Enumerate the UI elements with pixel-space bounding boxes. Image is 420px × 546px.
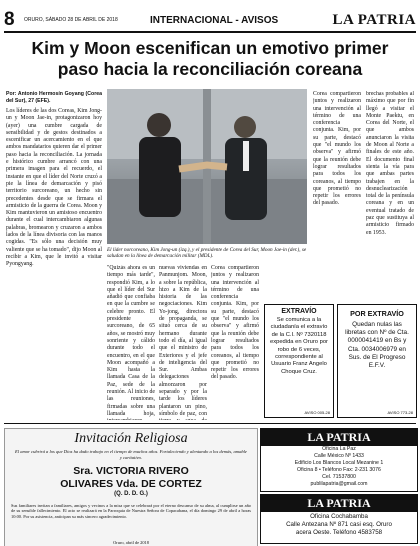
lost-passbook-notice [337,304,417,418]
headline-line-2: paso hacia la reconciliación coreana [57,59,363,79]
notice-ref: AVISO 773-28 [387,410,413,415]
ad-line: Calle Antezana Nº 871 casi esq. Oruro [286,521,392,528]
ad-line: Cel. 71537800 [322,474,356,480]
ad-line: Edificio Los Blancos Local Mezanine 1 [294,460,384,466]
article-column-6 [366,91,414,299]
invitation-name-2: OLIVARES Vda. DE CORTEZ [60,478,202,490]
column-text: Los líderes de las dos Coreas, Kim Jong-un y Moon Jae-in, protagonizaron hoy (ayer) una cumbre cargada de sensibilidad y de gestos destinados a escenificar un acercamiento en el que ambos mandatarios quieren dar el primer paso hacia la reconciliación. La jornada e histórico cumbre arrancó con una primera imagen para el recuerdo, el instante en que el líder del Norte cruzó a pie la línea de demarcación y pisó territorio surcoreano, un hecho sin precedentes desde que se firmara el armisticio de la guerra de Corea. Moon y Kim mantuvieron un amistoso encuentro durante el cual intercambiaron algunas palabras, bromearon y cruzaron a ambos lados de la línea divisoria con las manos cogidas. "Es sólo una decisión muy valiente que se ha tomado", dijo Moon al recibir a Kim, que le invitó a visitar Pyongyang. [6,108,102,268]
religious-invitation [4,428,258,546]
masthead-logo: LA PATRIA [332,11,416,28]
notice-ref: AVISO 005-28 [304,410,330,415]
ad-line: Calle México Nº 1433 [314,453,364,459]
column-text: brechas probables al máximo que por fin llegó a visitar el Monte Paektu, en Corea del Norte, el que ambos anunciaron la visita de Moon al Norte a finales de este año. El documento final sienta la vía para que ambas partes trabajen en la desnuclearización total de la península coreana y en un eventual tratado de paz que sustituya al armisticio firmado en 1953. [366,91,414,236]
lost-id-notice [264,304,334,418]
office-ad-la-paz [260,428,418,492]
column-text: Corea compartieron juntos y realizaron una intervención al término de una conferencia conjunta. Kim, por su parte, destacó que "el mundo los observa" y afirmó que la reunión debe lograr resultados para todos los coreanos, al tiempo que prometió no repetir los errores del pasado. [313,91,361,207]
notice-body: Se comunica a la ciudadanía el extravío de la C.I. Nº 7320118 expedida en Oruro por robo de 6 veces, correspondiente al Usuario Franz Angelo Choque Cruz. [269,317,328,375]
article-column-5 [313,91,361,299]
article-column-3 [159,265,207,420]
invitation-verse: El amor cubrirá a los que Dios ha dado trabajo en el tiempo de muchos años. Fortaleciendo y alentando a los demás, amable y caritativo. [15,449,247,460]
notice-title: POR EXTRAVÍO [350,309,404,318]
invitation-body: Sus familiares invitan a familiares, amigos y vecinos a la misa que se celebrará por el eterno descanso de su alma, al cumplirse un año de su sensible fallecimiento. El acto se realizará en la Parroquia de Nuestra Señora de Copacabana, el día domingo 29 de abril a horas 10:00. Por su asistencia, anticipan su más sincero agradecimiento. [11,503,251,519]
ads-divider [4,423,416,424]
notice-body: Quedan nulas las libretas con Nº de Cta. 0000041419 en Bs y Cta. 0034006979 en Sus. de El Progreso E.F.V. [345,321,409,370]
page-header [4,10,416,30]
column-text: Corea compartieron juntos y realizaron una intervención al término de una conferencia conjunta. Kim, por su parte, destacó que "el mundo los observa" y afirmó que la reunión debe lograr resultados para todos los coreanos, al tiempo que prometió no repetir los errores del pasado. [211,265,259,381]
header-divider [4,31,416,33]
dateline: ORURO, SÁBADO 28 DE ABRIL DE 2018 [24,17,118,23]
ad-logo: LA PATRIA [261,429,417,446]
article-column-1 [6,91,102,419]
headline-line-1: Kim y Moon escenifican un emotivo primer [31,38,389,58]
page-number: 8 [4,9,15,30]
invitation-initials: (Q. D. D. G.) [114,491,148,497]
byline: Por: Antonio Hermosín Goyang (Corea del Sur), 27 (EFE). [6,91,102,104]
invitation-title: Invitación Religiosa [74,431,188,446]
ad-line: acera Oeste. Teléfono 4583758 [295,529,383,536]
photo-caption: El líder norcoreano, Kim Jong-un (izq.), y el presidente de Corea del Sur, Moon Jae-in (der.), se saludan en la línea de demarcación militar (MDL). [107,247,307,260]
invitation-footer: Oruro, abril de 2018 [113,540,149,545]
column-text: "Quizás ahora es un tiempo más tarde", respondió Kim, a lo que el líder del Sur añadió que confiaba en que la cumbre se celebre pronto. El presidente surcoreano, de 65 años, se mostró muy sonriente y cálido durante todo el encuentro, en el que Moon acompañó a Kim hasta la llamada Casa de la Paz, sede de la reunión. Al inicio de las reuniones, firmadas sobre una llamada hoja, [107,265,155,417]
section-title: INTERNACIONAL - AVISOS [150,14,279,26]
notice-title: EXTRAVÍO [281,308,317,315]
article-photo [107,89,307,244]
ad-line: Oficina 8 • Teléfono Fax: 2-231 3076 [297,467,381,473]
column-text: nuevas viviendas en Panmunjom. Moon, a sobre la república, hizo a Kim de la historia de las negociaciones. Kim Yo-jong, directora de propaganda, se situó cerca de su hermano durante todo el día, al igual que el ministro de Exteriores y el jefe de inteligencia del Sur. Ambas delegaciones almorzaron por separado y por la tarde los líderes plantaron un pino, símbolo de paz, con [159,265,207,417]
article-headline [6,38,414,80]
ad-line: publilapatria@gmail.com [310,481,368,487]
ad-line: Oficina Cochabamba [310,513,368,520]
ad-line: Oficina La Paz [322,446,356,452]
article-column-4 [211,265,259,420]
invitation-name-1: Sra. VICTORIA RIVERO [73,465,189,477]
ad-logo: LA PATRIA [261,495,417,512]
handshake-photo [107,89,307,244]
article-column-2 [107,265,155,420]
office-ad-cochabamba [260,494,418,544]
